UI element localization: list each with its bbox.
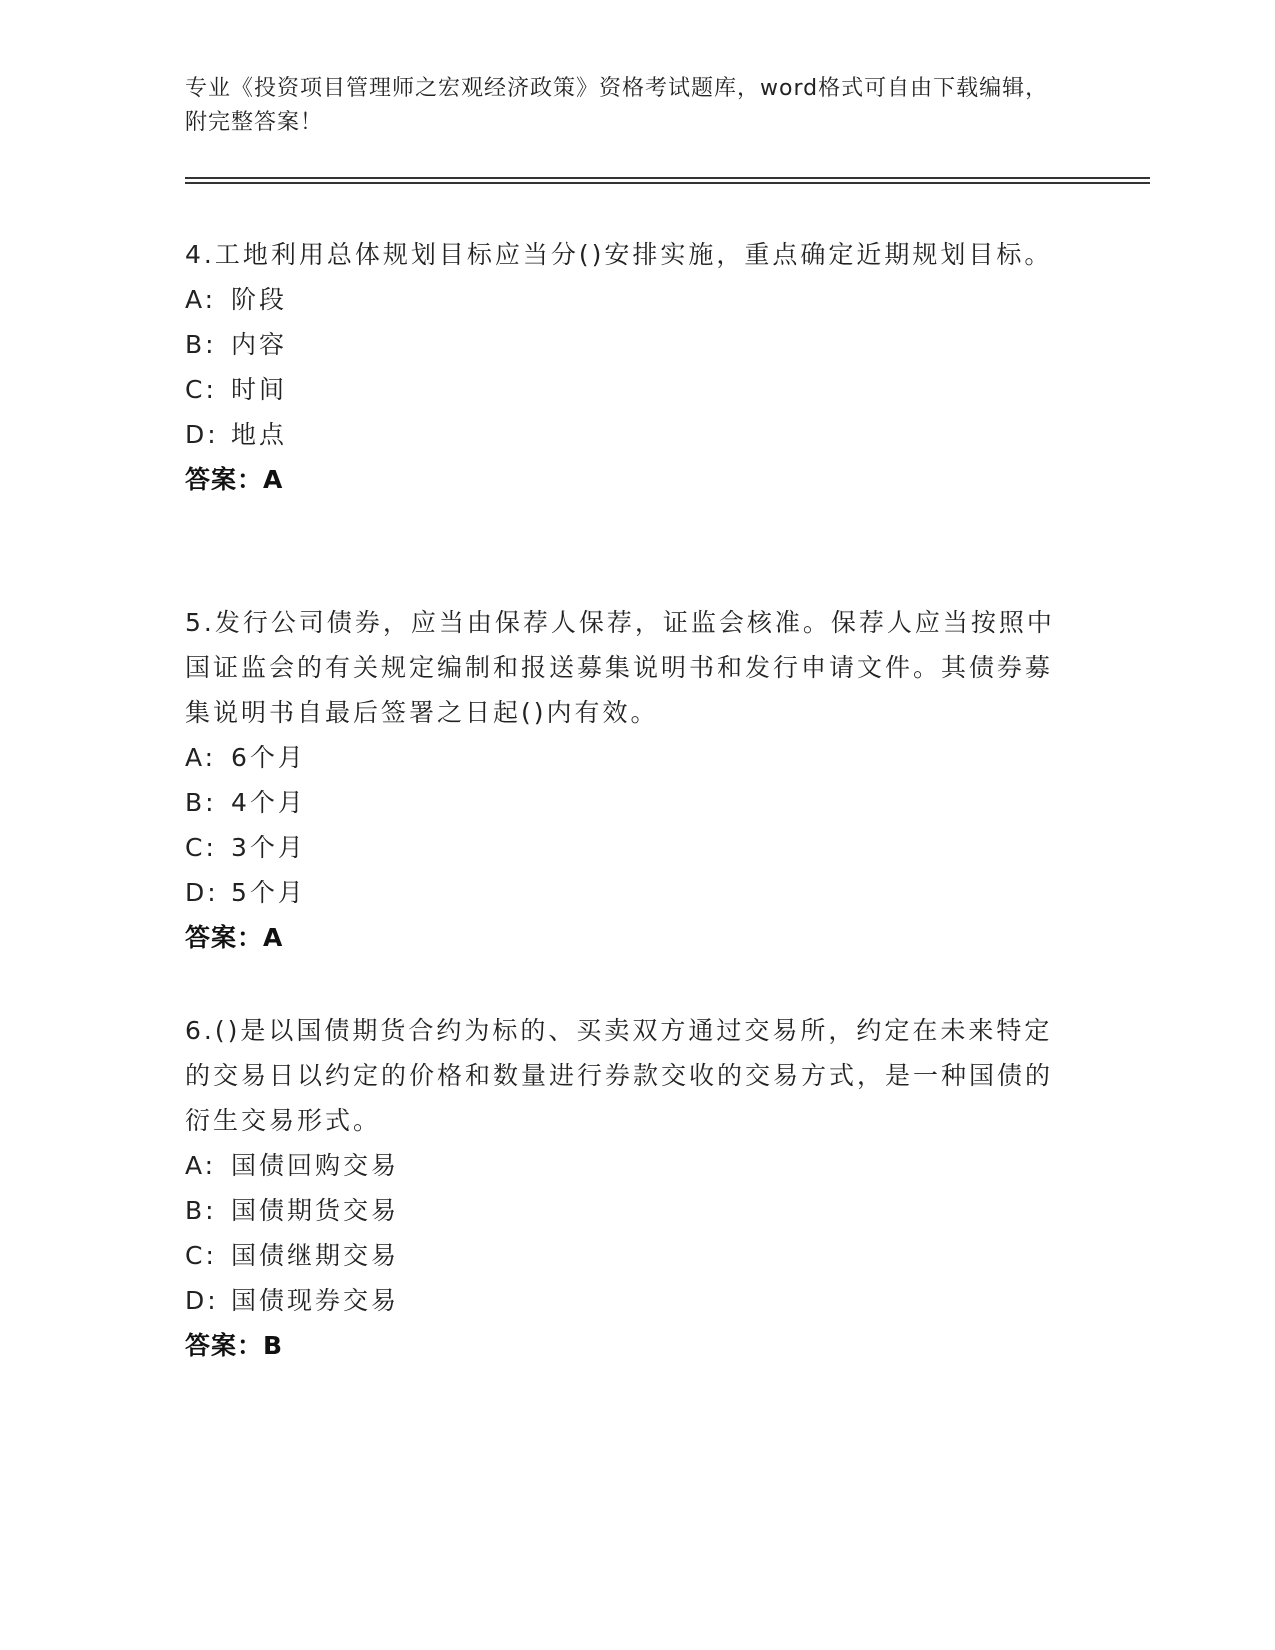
option-letter: B: — [185, 1196, 217, 1225]
option-b — [185, 322, 1065, 367]
question-stem: 4.工地利用总体规划目标应当分()安排实施，重点确定近期规划目标。 — [185, 240, 1053, 269]
question-block — [185, 232, 1065, 503]
option-text: 国债回购交易 — [231, 1151, 400, 1180]
option-letter: D: — [185, 1286, 219, 1315]
option-letter: A: — [185, 1151, 217, 1180]
option-letter: C: — [185, 833, 217, 862]
option-letter: A: — [185, 743, 217, 772]
option-d — [185, 412, 1065, 457]
option-letter: C: — [185, 1241, 217, 1270]
question-block — [185, 600, 1065, 961]
option-letter: A: — [185, 285, 217, 314]
option-a — [185, 277, 1065, 322]
option-text: 阶段 — [231, 285, 288, 314]
option-a — [185, 735, 1065, 780]
answer-line: 答案：A — [185, 923, 284, 952]
option-letter: B: — [185, 788, 217, 817]
option-c — [185, 1233, 1065, 1278]
document-header-text: 专业《投资项目管理师之宏观经济政策》资格考试题库，word格式可自由下载编辑，附完整答案！ — [185, 76, 1049, 135]
question-stem: 6.()是以国债期货合约为标的、买卖双方通过交易所，约定在未来特定的交易日以约定的价格和数量进行券款交收的交易方式，是一种国债的衍生交易形式。 — [185, 1016, 1054, 1135]
option-text: 国债现券交易 — [231, 1286, 400, 1315]
option-b — [185, 780, 1065, 825]
option-c — [185, 825, 1065, 870]
option-letter: C: — [185, 375, 217, 404]
option-b — [185, 1188, 1065, 1233]
option-text: 3个月 — [231, 833, 306, 862]
option-text: 4个月 — [231, 788, 306, 817]
option-letter: D: — [185, 420, 219, 449]
option-text: 内容 — [231, 330, 288, 359]
option-letter: D: — [185, 878, 219, 907]
option-text: 5个月 — [231, 878, 306, 907]
question-block — [185, 1008, 1065, 1369]
option-text: 6个月 — [231, 743, 306, 772]
option-a — [185, 1143, 1065, 1188]
option-c — [185, 367, 1065, 412]
option-letter: B: — [185, 330, 217, 359]
option-d — [185, 870, 1065, 915]
answer-line: 答案：A — [185, 465, 284, 494]
option-text: 时间 — [231, 375, 288, 404]
header-divider-top — [185, 177, 1150, 179]
header-divider-bottom — [185, 182, 1150, 184]
option-text: 国债继期交易 — [231, 1241, 400, 1270]
option-text: 国债期货交易 — [231, 1196, 400, 1225]
option-d — [185, 1278, 1065, 1323]
question-stem: 5.发行公司债券，应当由保荐人保荐，证监会核准。保荐人应当按照中国证监会的有关规定编制和报送募集说明书和发行申请文件。其债券募集说明书自最后签署之日起()内有效。 — [185, 608, 1055, 727]
option-text: 地点 — [231, 420, 288, 449]
answer-line: 答案：B — [185, 1331, 284, 1360]
